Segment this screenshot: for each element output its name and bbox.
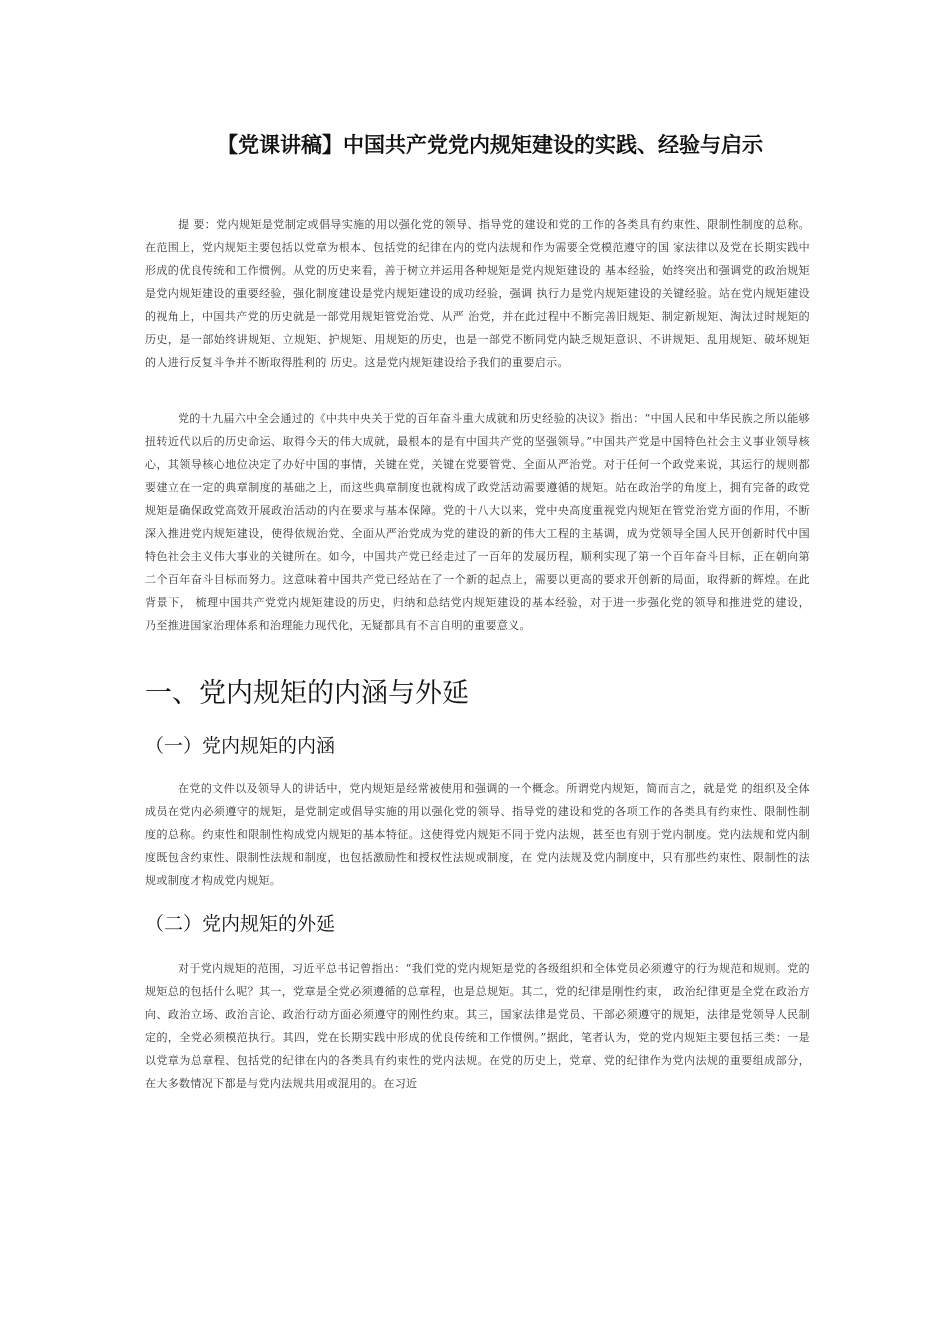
- subsection-heading-2: （二）党内规矩的外延: [145, 913, 336, 935]
- subsection-1-paragraph: 在党的文件以及领导人的讲话中，党内规矩是经常被使用和强调的一个概念。所谓党内规矩，简而言之，就是党 的组织及全体成员在党内必须遵守的规矩，是党制定或倡导实施的用以强化党的领导、指导党的建设和党的各项工作的各类具有约束性、限制性制度的总称。约束性和限制性构成党内规矩的基本特征。这使得党内规矩不同于党内法规，甚至也有别于党内制度。党内法规和党内制度既包含约束性、限制性法规和制度，也包括激励性和授权性法规或制度，在 党内法规及党内制度中，只有那些约束性、限制性的法规或制度才构成党内规矩。: [145, 782, 810, 887]
- intro-paragraph: 党的十九届六中全会通过的《中共中央关于党的百年奋斗重大成就和历史经验的决议》指出：“中国人民和中华民族之所以能够扭转近代以后的历史命运、取得今天的伟大成就，最根本的是有中国共产党的坚强领导。”中国共产党是中国特色社会主义事业领导核心，其领导核心地位决定了办好中国的事情，关键在党，关键在党要管党、全面从严治党。对于任何一个政党来说，其运行的规则都要建立在一定的典章制度的基础之上，而这些典章制度也就构成了政党活动需要遵循的规矩。站在政治学的角度上，拥有完备的政党规矩是确保政党高效开展政治活动的内在要求与基本保障。党的十八大以来，党中央高度重视党内规矩在管党治党方面的作用，不断深入推进党内规矩建设，使得依规治党、全面从严治党成为党的建设的新的伟大工程的主基调，成为党领导全国人民开创新时代中国特色社会主义伟大事业的关键所在。如今，中国共产党已经走过了一百年的发展历程，顺利实现了第一个百年奋斗目标，正在朝向第二个百年奋斗目标而努力。这意味着中国共产党已经站在了一个新的起点上，需要以更高的要求开创新的局面，取得新的辉煌。在此背景下， 梳理中国共产党党内规矩建设的历史，归纳和总结党内规矩建设的基本经验，对于进一步强化党的领导和推进党的建设， 乃至推进国家治理体系和治理能力现代化，无疑都具有不言自明的重要意义。: [145, 412, 810, 632]
- abstract-paragraph: 提 要：党内规矩是党制定或倡导实施的用以强化党的领导、指导党的建设和党的工作的各类具有约束性、限制性制度的总称。在范围上，党内规矩主要包括以党章为根本、包括党的纪律在内的党内法规和作为需要全党模范遵守的国 家法律以及党在长期实践中形成的优良传统和工作惯例。从党的历史来看，善于树立并运用各种规矩是党内规矩建设的 基本经验，始终突出和强调党的政治规矩是党内规矩建设的重要经验，强化制度建设是党内规矩建设的成功经验，强调 执行力是党内规矩建设的关键经验。站在党内规矩建设的视角上，中国共产党的历史就是一部党用规矩管党治党、从严 治党，并在此过程中不断完善旧规矩、制定新规矩、淘汰过时规矩的历史，是一部始终讲规矩、立规矩、护规矩、用规矩的历史，也是一部党不断同党内缺乏规矩意识、不讲规矩、乱用规矩、破坏规矩的人进行反复斗争并不断取得胜利的 历史。这是党内规矩建设给予我们的重要启示。: [145, 218, 810, 369]
- document-title: 【党课讲稿】中国共产党党内规矩建设的实践、经验与启示: [217, 133, 763, 157]
- subsection-heading-1: （一）党内规矩的内涵: [145, 735, 336, 757]
- section-heading-1: 一、党内规矩的内涵与外延: [145, 678, 469, 709]
- subsection-2-paragraph: 对于党内规矩的范围，习近平总书记曾指出：“我们党的党内规矩是党的各级组织和全体党员必须遵守的行为规范和规则。党的规矩总的包括什么呢？其一，党章是全党必须遵循的总章程，也是总规矩。其二，党的纪律是刚性约束， 政治纪律更是全党在政治方向、政治立场、政治言论、政治行动方面必须遵守的刚性约束。其三，国家法律是党员、干部必须遵守的规矩，法律是党领导人民制定的，全党必须模范执行。其四，党在长期实践中形成的优良传统和工作惯例。”据此，笔者认为，党的党内规矩主要包括三类：一是以党章为总章程、包括党的纪律在内的各类具有约束性的党内法规。在党的历史上，党章、党的纪律作为党内法规的重要组成部分，在大多数情况下都是与党内法规共用或混用的。在习近: [145, 962, 810, 1090]
